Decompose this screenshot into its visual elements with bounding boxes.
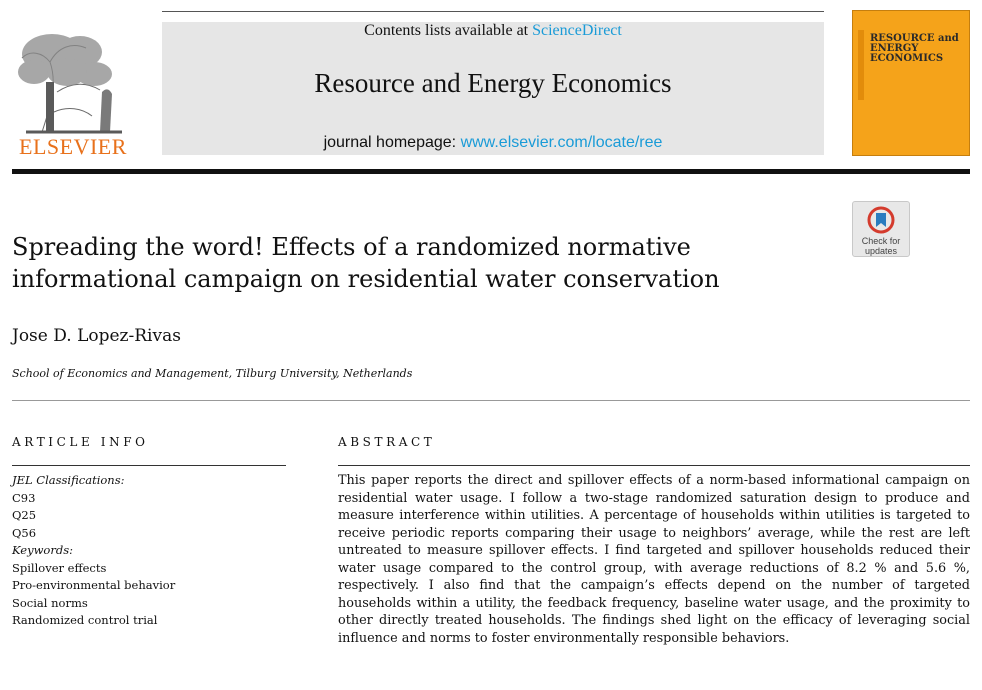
homepage-line [162,134,824,152]
abstract-text: This paper reports the direct and spillover effects of a norm-based informational campaign on residential water usage. I follow a two-stage randomized saturation design to produce and measure interference within utilities. A percentage of households within utilities is targeted to receive periodic reports comparing their usage to neighbors’ average, while the rest are left untreated to measure spillover effects. I find targeted and spillover households reduced their water usage compared to the control group, with average reductions of 8.2 % and 5.6 %, respectively. I also find that the campaign’s effects depend on the number of targeted households within a utility, the feedback frequency, baseline water usage, and the proximity to other directly treated households. The findings shed light on the efficacy of leveraging social influence and norms to foster environmentally responsible behaviors. [338,473,970,646]
cover-title: RESOURCE and ENERGY ECONOMICS [870,33,959,64]
publisher-name: ELSEVIER [19,134,127,159]
jel-code: C93 [12,490,36,505]
check-for-updates-icon [867,206,895,234]
jel-code: Q25 [12,508,37,522]
keyword: Social norms [12,595,88,610]
keyword: Randomized control trial [12,613,158,627]
abstract-rule [338,465,970,466]
homepage-link[interactable]: www.elsevier.com/locate/ree [460,134,663,151]
jel-label: JEL Classifications: [12,473,125,487]
contents-line [162,22,824,40]
sciencedirect-link[interactable]: ScienceDirect [532,22,622,39]
journal-title: Resource and Energy Economics [314,68,672,98]
article-info-rule [12,465,286,466]
author-name[interactable]: Jose D. Lopez-Rivas [12,326,181,346]
article-info-heading: ARTICLE INFO [12,435,149,449]
journal-cover [852,10,970,156]
homepage-prefix: journal homepage: [323,134,461,151]
keywords-label: Keywords: [12,543,73,557]
keyword: Pro-environmental behavior [12,578,176,592]
check-for-updates-label: Check for updates [861,236,901,256]
header-divider [12,169,970,174]
keyword: Spillover effects [12,560,107,575]
article-title: Spreading the word! Effects of a randomized normative informational campaign on residential water conservation [12,233,720,293]
author-affiliation: School of Economics and Management, Tilburg University, Netherlands [12,367,413,380]
cover-stripe-icon [856,30,868,100]
abstract-heading: ABSTRACT [338,435,436,449]
header-top-rule [162,11,824,12]
contents-prefix: Contents lists available at [364,22,533,39]
section-divider [12,400,970,401]
jel-code: Q56 [12,525,37,540]
article-info-block [12,472,282,630]
